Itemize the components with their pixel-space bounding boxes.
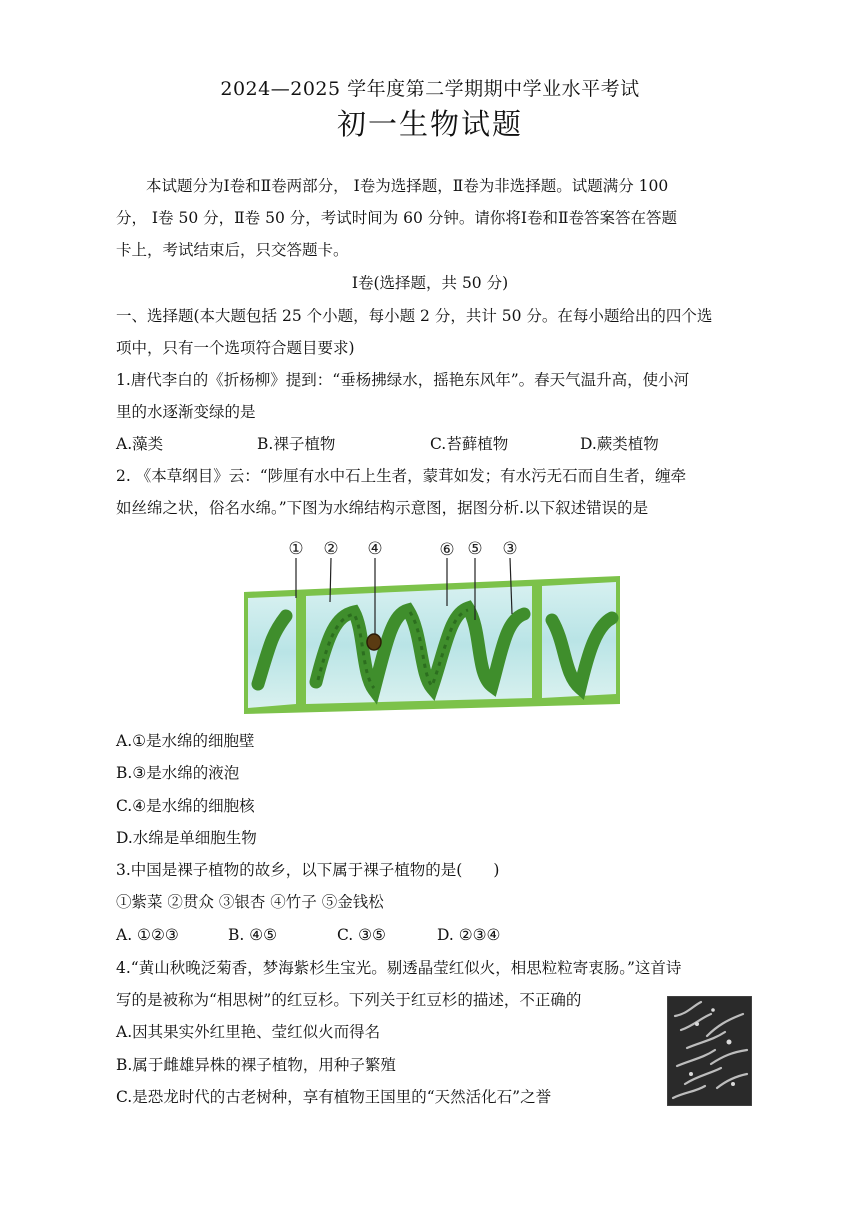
intro-line-2: 分， Ⅰ卷 50 分，Ⅱ卷 50 分，考试时间为 60 分钟。请你将Ⅰ卷和Ⅱ卷答案答在答题 (116, 209, 677, 227)
q3-option-d: D. ②③④ (437, 926, 501, 944)
q1-option-c: C.苔藓植物 (430, 435, 509, 453)
q4-option-c: C.是恐龙时代的古老树种，享有植物王国里的“天然活化石”之誉 (116, 1088, 552, 1106)
q3-stem: 3.中国是裸子植物的故乡，以下属于裸子植物的是( ) (116, 861, 500, 879)
exam-title: 2024—2025 学年度第二学期期中学业水平考试 (220, 78, 640, 100)
label-5: ⑤ (467, 539, 483, 559)
q1-stem-1: 1.唐代李白的《折杨柳》提到：“垂杨拂绿水，摇艳东风年”。春天气温升高，使小河 (116, 371, 690, 389)
q3-items: ①紫菜 ②贯众 ③银杏 ④竹子 ⑤金钱松 (116, 893, 384, 911)
label-2: ② (323, 539, 339, 559)
label-6: ⑥ (439, 540, 455, 560)
label-1: ① (288, 539, 304, 559)
q3-option-b: B. ④⑤ (228, 926, 278, 944)
section-instructions-2: 项中，只有一个选项符合题目要求) (116, 339, 355, 357)
q1-option-b: B.裸子植物 (257, 435, 336, 453)
subject-title: 初一生物试题 (336, 107, 523, 141)
q1-stem-2: 里的水逐渐变绿的是 (116, 403, 256, 421)
intro-line-1: 本试题分为Ⅰ卷和Ⅱ卷两部分， Ⅰ卷为选择题，Ⅱ卷为非选择题。试题满分 100 (146, 177, 669, 195)
q1-option-d: D.蕨类植物 (580, 435, 659, 453)
q2-option-b: B.③是水绵的液泡 (116, 764, 240, 782)
q1-option-a: A.藻类 (116, 435, 164, 453)
q2-option-c: C.④是水绵的细胞核 (116, 797, 255, 815)
section-heading: Ⅰ卷(选择题，共 50 分) (351, 274, 509, 292)
yew-photo (667, 996, 752, 1106)
q4-option-a: A.因其果实外红里艳、莹红似火而得名 (116, 1023, 381, 1041)
q3-option-c: C. ③⑤ (337, 926, 386, 944)
q2-option-a: A.①是水绵的细胞壁 (116, 732, 255, 750)
q4-stem-1: 4.“黄山秋晚泛菊香，梦海紫杉生宝光。剔透晶莹红似火，相思粒粒寄衷肠。”这首诗 (116, 959, 682, 977)
q4-option-b: B.属于雌雄异株的裸子植物，用种子繁殖 (116, 1056, 396, 1074)
q2-stem-2: 如丝绵之状，俗名水绵。”下图为水绵结构示意图，据图分析.以下叙述错误的是 (116, 499, 649, 517)
q4-stem-2: 写的是被称为“相思树”的红豆杉。下列关于红豆杉的描述，不正确的 (116, 991, 582, 1009)
label-4: ④ (367, 539, 383, 559)
q2-stem-1: 2. 《本草纲目》云：“陟厘有水中石上生者，蒙茸如发；有水污无石而自生者，缠牵 (116, 467, 687, 485)
q3-option-a: A. ①②③ (116, 926, 179, 944)
label-3: ③ (502, 539, 518, 559)
nucleus-shape (367, 634, 381, 650)
section-instructions-1: 一、选择题(本大题包括 25 个小题，每小题 2 分，共计 50 分。在每小题给出的四个选 (116, 307, 713, 325)
q2-option-d: D.水绵是单细胞生物 (116, 829, 257, 847)
spirogyra-diagram (236, 534, 626, 724)
intro-line-3: 卡上，考试结束后，只交答题卡。 (116, 241, 349, 259)
